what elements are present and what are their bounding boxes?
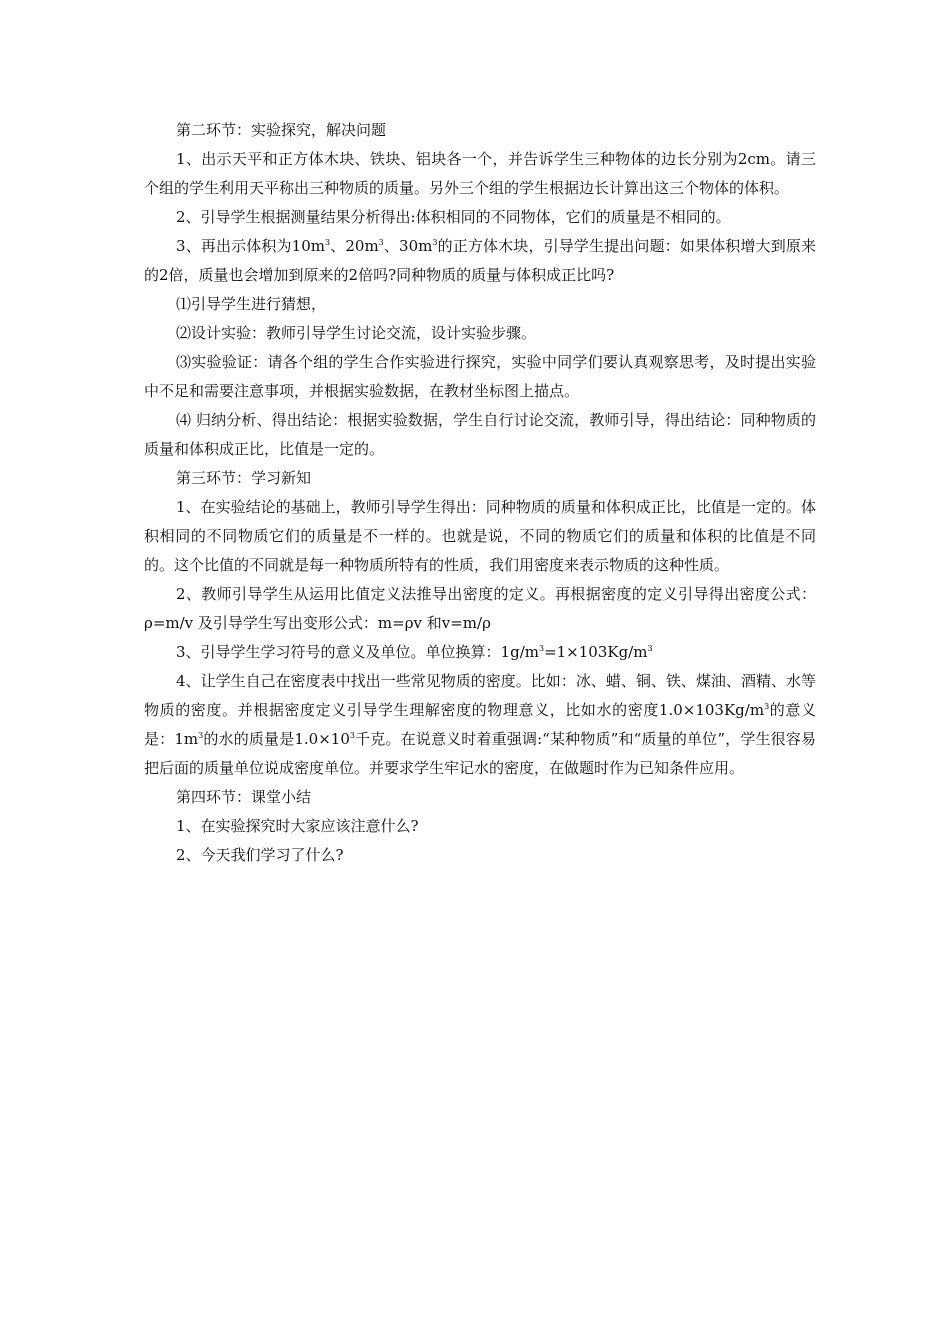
superscript: 3 <box>538 644 545 653</box>
section3-heading: 第三环节：学习新知 <box>176 469 312 487</box>
text-run: 4、让学生自己在密度表中找出一些常见物质的密度。比如：冰、蜡、铜、铁、煤油、酒精、水等物质的密度。并根据密度定义引导学生理解密度的物理意义，比如水的密度1.0×103Kg/m <box>144 672 816 719</box>
text-run: 的意义是：1m <box>144 701 816 748</box>
superscript: 3 <box>198 731 204 740</box>
text-run: 3、再出示体积为10m <box>176 237 325 255</box>
section3-paragraph-3 <box>144 638 816 667</box>
text-run: 的正方体木块，引导学生提出问题：如果体积增大到原来的2倍，质量也会增加到原来的2倍吗?同种物质的质量与体积成正比吗? <box>144 237 816 284</box>
section2-heading: 第二环节：实验探究，解决问题 <box>176 121 387 139</box>
section2-paragraph-1: 1、出示天平和正方体木块、铁块、铝块各一个，并告诉学生三种物体的边长分别为2cm。请三个组的学生利用天平称出三种物质的质量。另外三个组的学生根据边长计算出这三个物体的体积。 <box>144 150 816 197</box>
section4-heading: 第四环节：课堂小结 <box>176 788 312 806</box>
text-run: =1×103Kg/m <box>544 643 648 661</box>
superscript: 3 <box>432 238 438 247</box>
section2-step-2: ⑵设计实验：教师引导学生讨论交流，设计实验步骤。 <box>176 324 537 342</box>
section2-step-4: ⑷ 归纳分析、得出结论：根据实验数据，学生自行讨论交流，教师引导，得出结论：同种物质的质量和体积成正比，比值是一定的。 <box>144 411 816 458</box>
superscript: 3 <box>324 238 331 247</box>
section2-step-1: ⑴引导学生进行猜想， <box>176 295 327 313</box>
section4-question-2: 2、今天我们学习了什么? <box>176 846 344 864</box>
text-run: 3、引导学生学习符号的意义及单位。单位换算：1g/m <box>176 643 539 661</box>
section3-paragraph-4 <box>144 667 816 783</box>
superscript: 3 <box>378 238 384 247</box>
document-page <box>144 116 816 870</box>
section2-paragraph-3 <box>144 232 816 290</box>
superscript: 3 <box>764 702 770 711</box>
section2-paragraph-2: 2、引导学生根据测量结果分析得出:体积相同的不同物体，它们的质量是不相同的。 <box>176 208 731 226</box>
text-run: 的水的质量是1.0×10 <box>203 730 350 748</box>
text-run: 、30m <box>383 237 433 255</box>
section4-question-1: 1、在实验探究时大家应该注意什么? <box>176 817 419 835</box>
section2-step-3: ⑶实验验证：请各个组的学生合作实验进行探究，实验中同学们要认真观察思考，及时提出实验中不足和需要注意事项，并根据实验数据，在教材坐标图上描点。 <box>144 353 816 400</box>
section3-paragraph-2: 2、教师引导学生从运用比值定义法推导出密度的定义。再根据密度的定义引导得出密度公式：ρ=m/v 及引导学生写出变形公式：m=ρv 和v=m/ρ <box>144 585 816 632</box>
superscript: 3 <box>349 731 355 740</box>
section3-paragraph-1: 1、在实验结论的基础上，教师引导学生得出：同种物质的质量和体积成正比，比值是一定的。体积相同的不同物质它们的质量是不一样的。也就是说，不同的物质它们的质量和体积的比值是不同的。这个比值的不同就是每一种物质所特有的性质，我们用密度来表示物质的这种性质。 <box>144 498 816 574</box>
text-run: 千克。在说意义时着重强调:“某种物质”和“质量的单位”，学生很容易把后面的质量单位说成密度单位。并要求学生牢记水的密度，在做题时作为已知条件应用。 <box>144 730 816 777</box>
text-run: 、20m <box>330 237 379 255</box>
superscript: 3 <box>647 644 653 653</box>
